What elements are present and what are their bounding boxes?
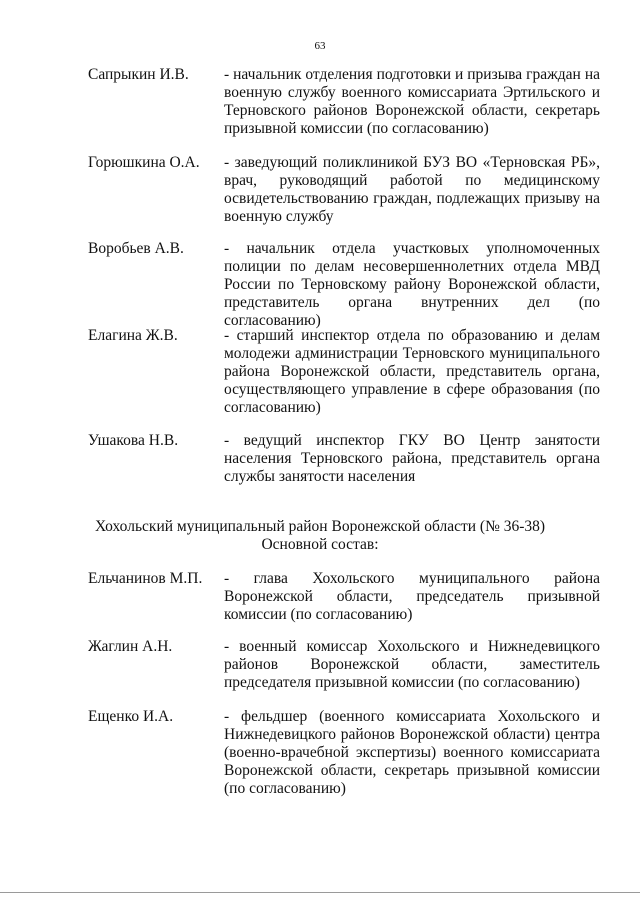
member-entry [88,66,600,146]
member-name: Сапрыкин И.В. [88,66,189,83]
page-bottom-divider [0,892,640,893]
member-entry [88,327,600,423]
member-entry [88,432,600,492]
member-description: - начальник отдела участковых уполномоченных полиции по делам несовершеннолетних отдела МВД России по Терновскому району Воронежской области, представитель органа внутренних дел (по согласованию) [224,240,600,329]
section-title: Хохольский муниципальный район Воронежской области (№ 36-38) [94,518,546,535]
member-name: Ещенко И.А. [88,708,174,725]
member-entry [88,708,600,804]
member-description: - военный комиссар Хохольского и Нижнедевицкого районов Воронежской области, заместитель председателя призывной комиссии (по согласованию) [224,638,600,691]
page-number: 63 [314,40,326,52]
member-name: Воробьев А.В. [88,240,184,257]
member-name: Елагина Ж.В. [88,327,178,344]
member-entry [88,240,600,329]
member-description: - ведущий инспектор ГКУ ВО Центр занятости населения Терновского района, представитель органа службы занятости населения [224,432,600,485]
member-description: - начальник отделения подготовки и призыва граждан на военную службу военного комиссариата Эртильского и Терновского районов Воронежской области, секретарь призывной комиссии (по согласованию) [224,66,600,137]
member-entry [88,570,600,630]
member-entry [88,638,600,698]
section-subtitle: Основной состав: [261,536,379,553]
member-name: Ушакова Н.В. [88,432,179,449]
member-entry [88,154,600,234]
member-name: Ельчанинов М.П. [88,570,203,587]
member-description: - фельдшер (военного комиссариата Хохольского и Нижнедевицкого районов Воронежской области) центра (военно-врачебной экспертизы) военного комиссариата Воронежской области, секретарь призывной комиссии (по согласованию) [224,708,600,797]
member-description: - заведующий поликлиникой БУЗ ВО «Терновская РБ», врач, руководящий работой по медицинскому освидетельствованию граждан, подлежащих призыву на военную службу [224,154,600,225]
member-description: - глава Хохольского муниципального района Воронежской области, председатель призывной комиссии (по согласованию) [224,570,600,623]
member-name: Жаглин А.Н. [88,638,173,655]
member-name: Горюшкина О.А. [88,154,200,171]
member-description: - старший инспектор отдела по образованию и делам молодежи администрации Терновского муниципального района Воронежской области, представитель органа, осуществляющего управление в сфере образования (по согласованию) [224,327,600,416]
